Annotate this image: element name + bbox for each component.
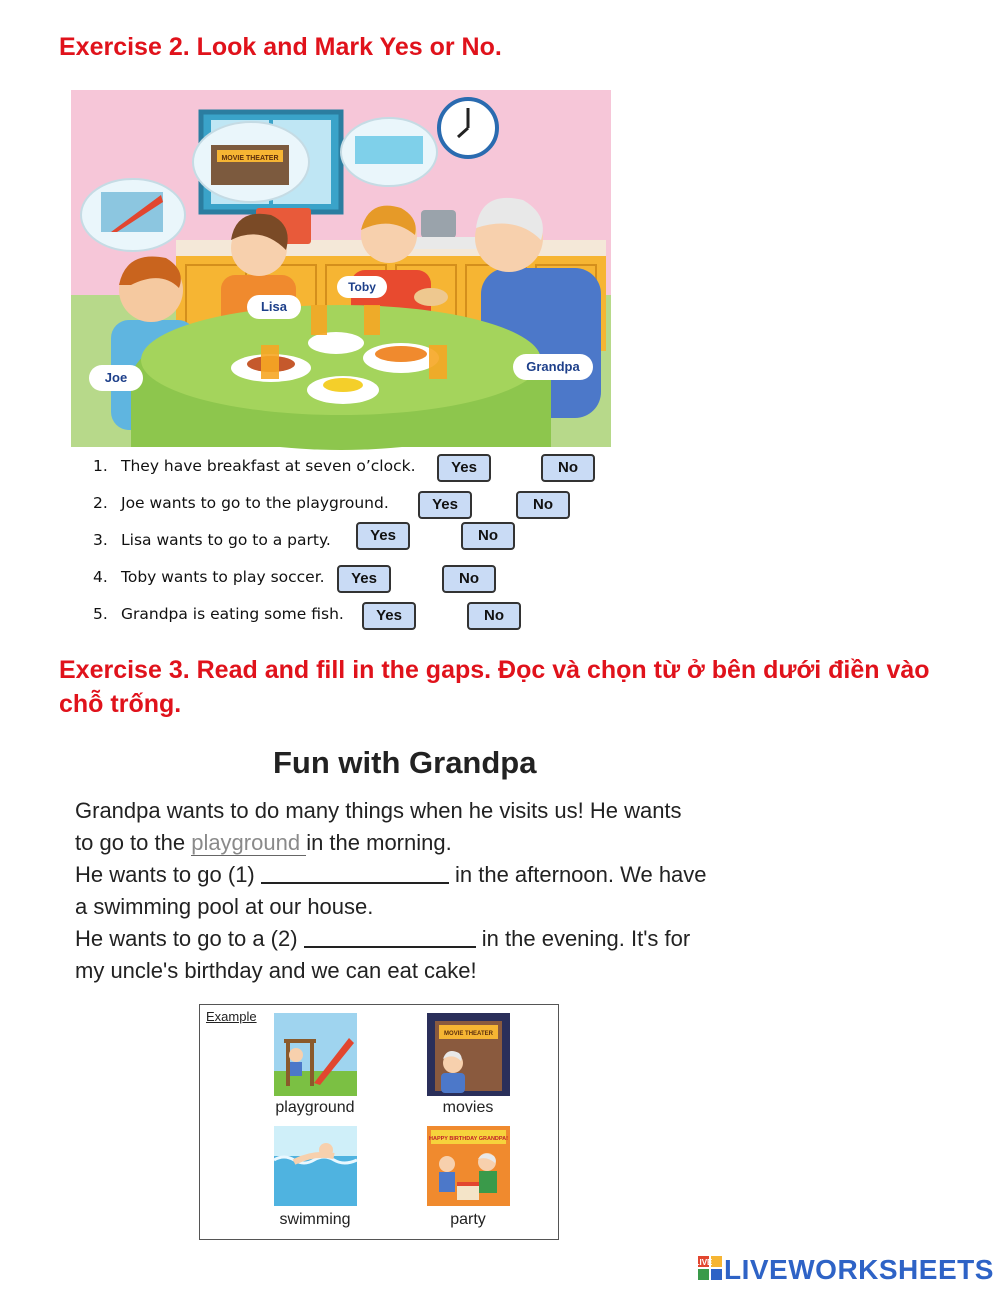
liveworksheets-logo-icon <box>694 1256 722 1280</box>
question-number: 4. <box>93 568 108 586</box>
story-text: in the afternoon. We have <box>448 862 707 887</box>
word-swimming: swimming <box>279 1211 351 1228</box>
question-5 <box>93 605 344 623</box>
story-line-2 <box>75 827 452 859</box>
story-line-5 <box>75 923 690 955</box>
exercise-3-title-line1: Exercise 3. Read and fill in the gaps. Đọc và chọn từ ở bên dưới điền vào <box>59 656 930 684</box>
word-playground: playground <box>275 1099 355 1116</box>
word-party: party <box>450 1211 486 1228</box>
exercise-2-title: Exercise 2. Look and Mark Yes or No. <box>59 33 502 61</box>
word-box <box>199 1004 559 1240</box>
story-line-6: my uncle's birthday and we can eat cake! <box>75 958 477 983</box>
gap-1-input[interactable] <box>261 862 449 884</box>
story-line-1: Grandpa wants to do many things when he visits us! He wants <box>75 798 682 823</box>
q2-yes-button[interactable]: Yes <box>418 491 472 519</box>
name-label-lisa: Lisa <box>247 295 301 319</box>
movie-theater-sign-small: MOVIE THEATER <box>444 1031 493 1037</box>
story-title: Fun with Grandpa <box>273 745 537 780</box>
q4-yes-button[interactable]: Yes <box>337 565 391 593</box>
story-text: in the evening. It's for <box>475 926 691 951</box>
gap-2-input[interactable] <box>304 926 476 948</box>
question-number: 2. <box>93 494 108 512</box>
story-line-3 <box>75 859 707 891</box>
question-text: Toby wants to play soccer. <box>121 568 325 586</box>
question-text: Grandpa is eating some fish. <box>121 605 344 623</box>
story-line-4: a swimming pool at our house. <box>75 894 374 919</box>
question-4 <box>93 568 325 586</box>
name-label-joe: Joe <box>89 365 143 391</box>
question-1 <box>93 457 416 475</box>
q1-yes-button[interactable]: Yes <box>437 454 491 482</box>
story-text: in the morning. <box>306 830 452 855</box>
name-label-grandpa: Grandpa <box>513 354 593 380</box>
playground-picture <box>274 1013 357 1096</box>
party-picture <box>427 1126 510 1206</box>
story-text: He wants to go (1) <box>75 862 261 887</box>
question-text: They have breakfast at seven o’clock. <box>121 457 416 475</box>
liveworksheets-logo[interactable]: LIVEWORKSHEETS <box>724 1254 994 1285</box>
q3-yes-button[interactable]: Yes <box>356 522 410 550</box>
example-filled-answer: playground <box>191 830 307 855</box>
logo-icon-letters: LIVE <box>694 1258 713 1267</box>
breakfast-scene-illustration <box>71 90 611 447</box>
question-text: Lisa wants to go to a party. <box>121 531 331 549</box>
story-text: to go to the <box>75 830 192 855</box>
birthday-banner: HAPPY BIRTHDAY GRANDPA! <box>429 1136 508 1142</box>
question-number: 5. <box>93 605 108 623</box>
question-text: Joe wants to go to the playground. <box>121 494 389 512</box>
swimming-picture <box>274 1126 357 1206</box>
name-label-toby: Toby <box>337 276 387 298</box>
question-number: 1. <box>93 457 108 475</box>
q2-no-button[interactable]: No <box>516 491 570 519</box>
exercise-3-title-line2: chỗ trống. <box>59 690 182 718</box>
movies-picture <box>427 1013 510 1096</box>
question-2 <box>93 494 389 512</box>
question-3 <box>93 531 331 549</box>
example-label: Example <box>206 1009 257 1024</box>
q4-no-button[interactable]: No <box>442 565 496 593</box>
q3-no-button[interactable]: No <box>461 522 515 550</box>
story-text: He wants to go to a (2) <box>75 926 304 951</box>
word-movies: movies <box>442 1099 494 1116</box>
question-number: 3. <box>93 531 108 549</box>
q1-no-button[interactable]: No <box>541 454 595 482</box>
q5-yes-button[interactable]: Yes <box>362 602 416 630</box>
movie-theater-sign: MOVIE THEATER <box>221 155 279 162</box>
q5-no-button[interactable]: No <box>467 602 521 630</box>
